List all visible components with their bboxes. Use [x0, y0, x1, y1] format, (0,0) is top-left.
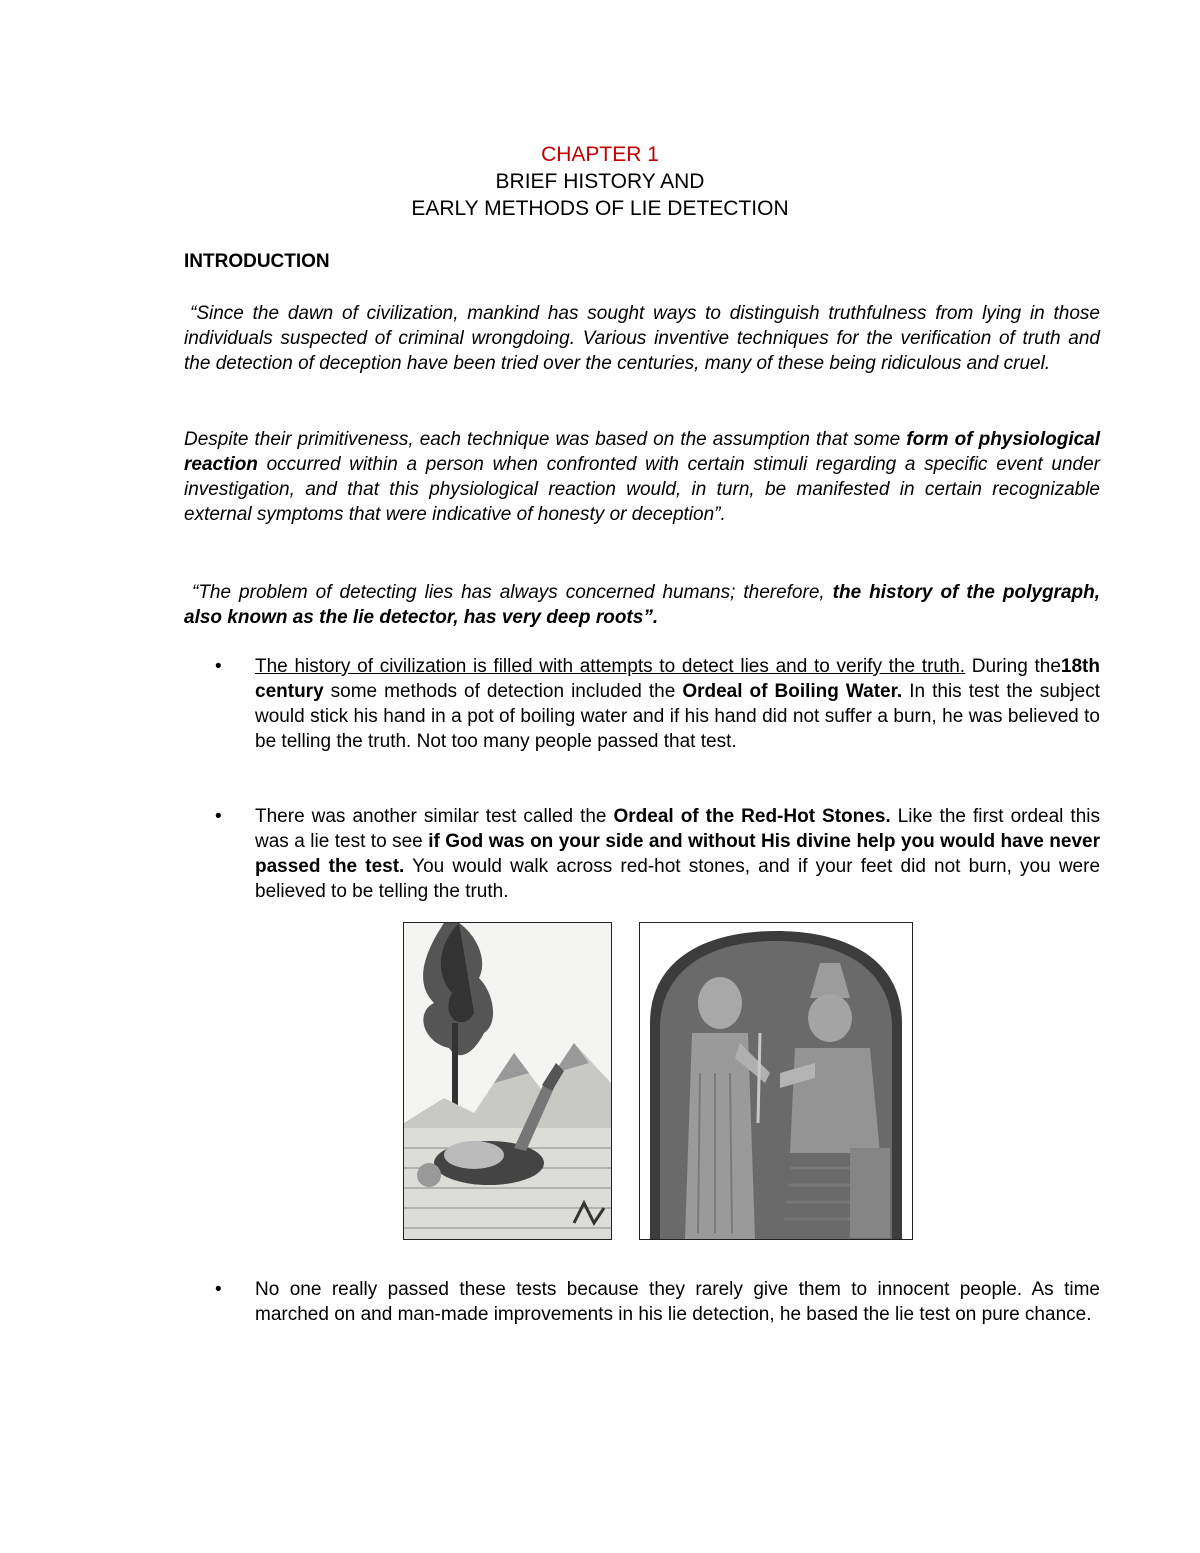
bullet-2-bold-1: Ordeal of the Red-Hot Stones.: [613, 806, 891, 827]
intro-paragraph-1: “Since the dawn of civilization, mankind has sought ways to distinguish truthfulness from lying in those individuals suspected of criminal wrongdoing. Various inventive techniques for the verification of truth and the detection of deception have been tried over the centuries, many of these being ridiculous and cruel.: [184, 303, 1100, 374]
illustration-row: [403, 922, 913, 1240]
stele-relief-image: [639, 922, 913, 1240]
bullet-text-1: [255, 654, 1100, 754]
stele-relief-illustration-icon: [640, 923, 912, 1239]
bullet-item-3: [215, 1277, 1100, 1327]
section-heading-introduction: INTRODUCTION: [184, 251, 330, 272]
p2-text-c: occurred within a person when confronted with certain stimuli regarding a specific event under investigation, and that this physiological reaction would, in turn, be manifested in certain recognizable external symptoms that were indicative of honesty or deception”.: [184, 454, 1100, 525]
bullet-icon: •: [215, 656, 222, 677]
bullet-2-bold-2: if God was on your side and without His divine help you would have never passed the test.: [255, 831, 1100, 877]
chapter-title-line-2: EARLY METHODS OF LIE DETECTION: [411, 197, 789, 220]
p3-bold: the history of the polygraph, also known as the lie detector, has very deep roots: [184, 582, 1101, 628]
bullet-1-text-3: In this test the subject would stick his hand in a pot of boiling water and if his hand did not suffer a burn, he was believed to be telling the truth. Not too many people passed that test.: [255, 681, 1101, 752]
p2-text-a: Despite their primitiveness, each technique was based on the assumption that some: [184, 429, 907, 450]
bullet-1-text-1: During the: [965, 656, 1061, 677]
bullet-1-bold-2: Ordeal of Boiling Water.: [682, 681, 903, 702]
bullet-text-3: No one really passed these tests because they rarely give them to innocent people. As time marched on and man-made improvements in his lie detection, he based the lie test on pure chance.: [255, 1279, 1100, 1325]
bullet-item-1: [215, 654, 1100, 754]
intro-paragraph-2: [184, 427, 1100, 527]
bullet-2-text-1: There was another similar test called the: [255, 806, 614, 827]
bullet-1-bold-1: 18th century: [255, 656, 1100, 702]
p2-bold: form of physiological reaction: [184, 429, 1101, 475]
bullet-icon: •: [215, 806, 222, 827]
p3-text-c: ”.: [643, 607, 659, 628]
bullet-1-text-2: some methods of detection included the: [323, 681, 683, 702]
bullet-item-2: [215, 804, 1100, 904]
intro-paragraph-3: [184, 580, 1100, 630]
bullet-2-text-3: You would walk across red-hot stones, and if your feet did not burn, you were believed to be telling the truth.: [255, 856, 1101, 902]
bullet-text-2: [255, 804, 1100, 904]
bullet-2-text-2: Like the first ordeal this was a lie test to see: [255, 806, 1100, 852]
p3-text-a: “The problem of detecting lies has always concerned humans; therefore,: [192, 582, 833, 603]
bullet-1-underlined: The history of civilization is filled with attempts to detect lies and to verify the truth.: [255, 656, 966, 677]
chapter-number: CHAPTER 1: [541, 143, 659, 166]
chapter-title-block: [0, 141, 1200, 222]
chapter-title-line-1: BRIEF HISTORY AND: [495, 170, 705, 193]
ordeal-engraving-image: [403, 922, 612, 1240]
engraving-illustration-icon: [404, 923, 611, 1239]
bullet-icon: •: [215, 1279, 222, 1300]
